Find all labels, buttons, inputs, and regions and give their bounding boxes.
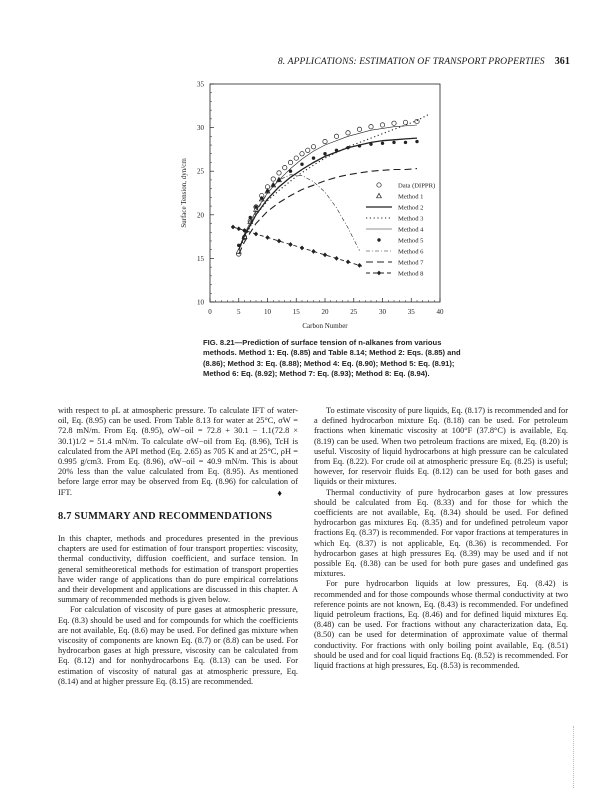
y-tick-label: 10 bbox=[197, 298, 204, 307]
x-tick-label: 15 bbox=[292, 308, 300, 316]
paragraph-ift-example: with respect to ρL at atmospheric pressure. To calculate IFT of water-oil, Eq. (8.95) can be used. From Table 8.13 for water at 25°C, σW = 72.8 mN/m. From Eq. (8.95), σW−oil = 72.8 + 30.1 − 1.1(72.8 × 30.1)1/2 = 51.4 mN/m. To calculate σW−oil from Eq. (8.96), TcH is calculated from the API method (Eq. 2.65) as 705 K and at 25°C, ρH = 0.995 g/cm3. From Eq. (8.96), σW−oil = 40.9 mN/m. This is about 20% less than the value calculated from Eq. (8.95). As mentioned before large error may be observed from Eq. (8.96) for calculation of IFT. ♦ bbox=[58, 406, 298, 498]
data-point bbox=[277, 239, 281, 244]
data-point bbox=[283, 166, 287, 170]
paragraph-liquid-conductivity: For pure hydrocarbon liquids at low pressures, Eq. (8.42) is recommended and for those compounds whose thermal conductivity at two reference points are not known, Eq. (8.43) is recommended. For undefined liquid petroleum fractions, Eq. (8.46) and for defined liquid mixtures Eq. (8.48) can be used. For fractions without any characterization data, Eq. (8.50) can be used for determination of approximate value of thermal conductivity. For fractions with only boiling point available, Eq. (8.51) should be used and for coal liquid fractions Eq. (8.52) is recommended. For liquid fractions at high pressures, Eq. (8.53) is recommended. bbox=[314, 579, 568, 671]
data-point bbox=[334, 256, 338, 261]
data-point bbox=[294, 156, 298, 160]
legend-label: Method 2 bbox=[398, 204, 424, 212]
y-axis-label: Surface Tension, dyn/cm bbox=[180, 158, 188, 228]
data-point bbox=[415, 119, 419, 123]
data-point bbox=[260, 197, 263, 200]
data-point bbox=[300, 152, 304, 156]
legend-swatch-marker bbox=[377, 238, 380, 241]
legend-label: Data (DIPPR) bbox=[398, 182, 436, 190]
data-point bbox=[277, 171, 281, 175]
data-point bbox=[357, 127, 361, 131]
data-point bbox=[311, 145, 315, 149]
data-point bbox=[254, 205, 257, 208]
data-point bbox=[392, 141, 395, 144]
right-column bbox=[314, 406, 568, 671]
legend-label: Method 3 bbox=[398, 215, 424, 223]
data-point bbox=[312, 156, 315, 159]
data-point bbox=[415, 140, 418, 143]
x-tick-label: 30 bbox=[379, 308, 386, 316]
y-tick-label: 20 bbox=[197, 211, 204, 220]
data-point bbox=[335, 149, 338, 152]
data-point bbox=[306, 148, 310, 152]
data-point bbox=[369, 125, 373, 129]
section-heading: 8.7 SUMMARY AND RECOMMENDATIONS bbox=[58, 510, 273, 522]
data-point bbox=[288, 160, 292, 164]
paragraph-gas-viscosity: For calculation of viscosity of pure gases at atmospheric pressure, Eq. (8.3) should be used and for compounds for which the coefficients are not available, Eq. (8.6) may be used. For defined gas mixture when viscosity of components are known Eq. (8.7) or (8.8) can be used. For hydrocarbon gases at high pressure, viscosity can be calculated from Eq. (8.12) and for nonhydrocarbons Eq. (8.13) can be used. For estimation of viscosity of natural gas at atmospheric pressure, Eq. (8.14) and at higher pressure Eq. (8.15) are recommended. bbox=[58, 605, 298, 686]
data-point bbox=[334, 134, 338, 138]
legend-label: Method 4 bbox=[398, 226, 424, 234]
data-point bbox=[404, 141, 407, 144]
data-point bbox=[272, 183, 275, 186]
paragraph-liquid-viscosity: To estimate viscosity of pure liquids, Eq. (8.17) is recommended and for a defined hydrocarbon mixture Eq. (8.18) can be used. For petroleum fractions when kinematic viscosity at 100°F (37.8°C) is available, Eq. (8.19) can be used. When two petroleum fractions are mixed, Eq. (8.20) is useful. Viscosity of liquid hydrocarbons at high pressure can be calculated from Eq. (8.22). For crude oil at atmospheric pressure Eq. (8.25) is useful; however, for reservoir fluids Eq. (8.12) can be used for both gases and liquids or their mixtures. bbox=[314, 406, 568, 487]
x-axis-label: Carbon Number bbox=[302, 322, 348, 330]
data-point bbox=[231, 225, 235, 230]
chart-legend bbox=[362, 177, 438, 282]
data-point bbox=[346, 131, 350, 135]
x-tick-label: 0 bbox=[208, 308, 212, 316]
data-point bbox=[289, 170, 292, 173]
data-point bbox=[300, 163, 303, 166]
x-tick-label: 20 bbox=[321, 308, 329, 316]
x-tick-label: 5 bbox=[237, 308, 241, 316]
margin-dots bbox=[573, 726, 576, 788]
y-tick-label: 15 bbox=[197, 254, 204, 263]
data-point bbox=[311, 249, 315, 254]
data-point bbox=[249, 216, 252, 219]
y-tick-label: 35 bbox=[197, 80, 204, 89]
data-point bbox=[323, 139, 327, 143]
y-tick-label: 30 bbox=[197, 124, 204, 133]
y-tick-label: 25 bbox=[197, 167, 204, 176]
left-column bbox=[58, 406, 298, 687]
running-header-title: 8. APPLICATIONS: ESTIMATION OF TRANSPORT PROPERTIES bbox=[277, 56, 545, 67]
x-tick-label: 40 bbox=[436, 308, 444, 316]
legend-swatch-marker bbox=[377, 183, 381, 187]
data-point bbox=[358, 144, 361, 147]
legend-label: Method 6 bbox=[398, 248, 424, 256]
data-point bbox=[300, 246, 304, 251]
paragraph-summary-intro: In this chapter, methods and procedures presented in the previous chapters are used for estimation of four transport properties: viscosity, thermal conductivity, diffusion coefficient, and surface tension. In general semitheoretical methods for estimation of transport properties have wider range of applications than do pure empirical correlations and their development and applications are discussed in this chapter. A summary of recommended methods is given below. bbox=[58, 534, 298, 605]
legend-label: Method 7 bbox=[398, 259, 424, 267]
data-point bbox=[265, 235, 269, 240]
data-point bbox=[288, 242, 292, 247]
data-point bbox=[346, 146, 349, 149]
x-tick-label: 35 bbox=[407, 308, 415, 316]
data-point bbox=[392, 121, 396, 125]
legend-label: Method 5 bbox=[398, 237, 424, 245]
figure-caption: FIG. 8.21—Prediction of surface tension of n-alkanes from various methods. Method 1: Eq. (8.85) and Table 8.14; Method 2: Eqs. (8.85) and (8.86); Method 3: Eq. (8.88); Method 4: Eq. (8.90); Method 5: Eq. (8.91); Method 6: Eq. (8.92); Method 7: Eq. (8.93); Method 8: Eq. (8.94). bbox=[203, 338, 461, 379]
legend-label: Method 1 bbox=[398, 193, 424, 201]
data-point bbox=[323, 253, 327, 258]
data-point bbox=[369, 142, 372, 145]
data-point bbox=[271, 177, 275, 181]
data-point bbox=[357, 263, 361, 268]
x-tick-label: 25 bbox=[350, 308, 358, 316]
surface-tension-chart bbox=[0, 0, 604, 340]
data-point bbox=[380, 123, 384, 127]
page-number: 361 bbox=[554, 56, 570, 67]
x-tick-label: 10 bbox=[264, 308, 271, 316]
data-point bbox=[254, 232, 258, 237]
data-point bbox=[323, 152, 326, 155]
series-1 bbox=[236, 177, 281, 253]
data-point bbox=[346, 259, 350, 264]
data-point bbox=[381, 142, 384, 145]
data-point bbox=[237, 226, 241, 231]
paragraph-gas-conductivity: Thermal conductivity of pure hydrocarbon gases at low pressures should be calculated from Eq. (8.33) and for those for which the coefficients are not available, Eq. (8.34) should be used. For defined hydrocarbon gas mixtures Eq. (8.35) and for undefined petroleum vapor fractions Eq. (8.37) is recommended. For vapor fractions at temperatures in which Eq. (8.37) is not applicable, Eq. (8.36) is recommended. For hydrocarbon gases at high pressures Eq. (8.39) may be used and if not possible Eq. (8.38) can be used for both pure gases and undefined gas mixtures. bbox=[314, 487, 568, 579]
legend-label: Method 8 bbox=[398, 270, 424, 278]
example-end-mark: ♦ bbox=[277, 487, 282, 498]
